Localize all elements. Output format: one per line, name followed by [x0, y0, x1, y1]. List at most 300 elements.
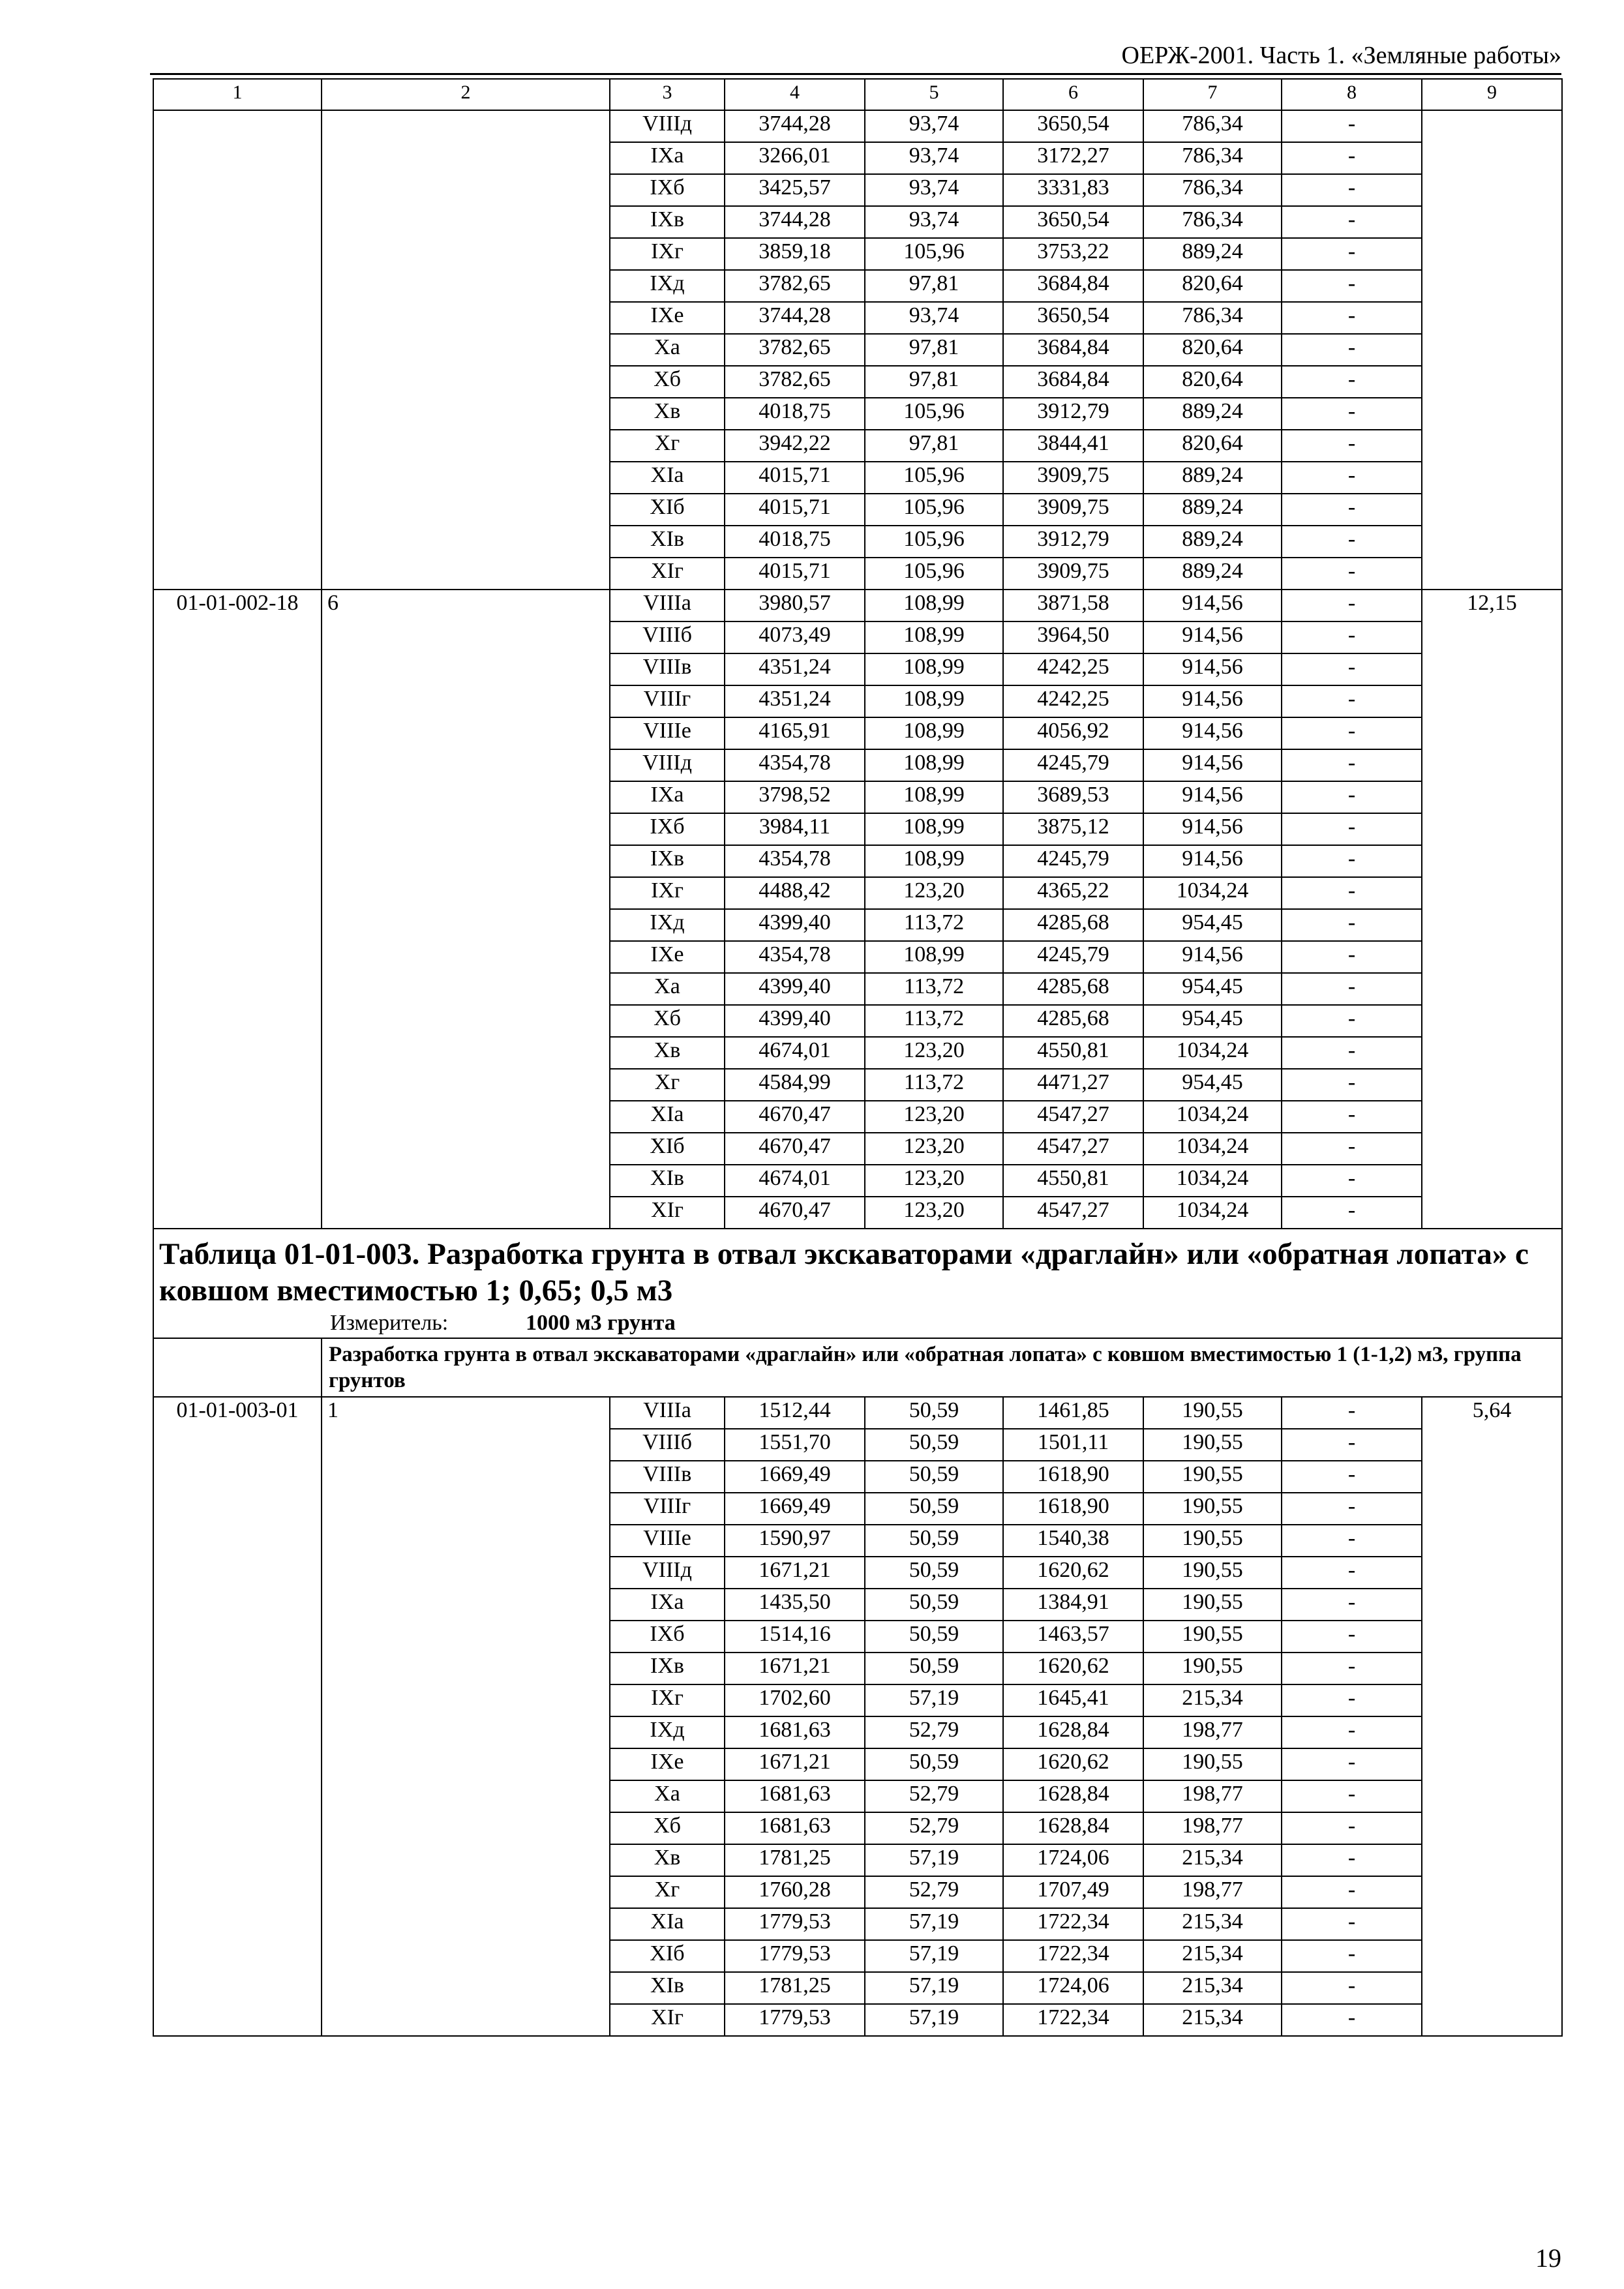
total-cost: 4674,01 [725, 1037, 865, 1069]
material-cost: - [1282, 1876, 1422, 1908]
labor-cost: 50,59 [865, 1621, 1003, 1653]
machinist-wage: 190,55 [1143, 1653, 1282, 1684]
machinist-wage: 215,34 [1143, 2004, 1282, 2036]
total-cost: 3266,01 [725, 142, 865, 174]
subheading-row [153, 1338, 1562, 1397]
labor-cost: 50,59 [865, 1557, 1003, 1589]
machinist-wage: 190,55 [1143, 1557, 1282, 1589]
material-cost: - [1282, 1493, 1422, 1525]
machine-cost: 4285,68 [1003, 973, 1143, 1005]
machinist-wage: 215,34 [1143, 1844, 1282, 1876]
total-cost: 4351,24 [725, 653, 865, 685]
machinist-wage: 786,34 [1143, 142, 1282, 174]
machine-cost: 1620,62 [1003, 1748, 1143, 1780]
machinist-wage: 914,56 [1143, 685, 1282, 717]
machine-cost: 4056,92 [1003, 717, 1143, 749]
machine-cost: 4245,79 [1003, 941, 1143, 973]
machinist-wage: 190,55 [1143, 1621, 1282, 1653]
labor-cost: 105,96 [865, 238, 1003, 270]
material-cost: - [1282, 845, 1422, 877]
labor-cost: 123,20 [865, 877, 1003, 909]
machine-cost: 3875,12 [1003, 813, 1143, 845]
material-cost: - [1282, 1429, 1422, 1461]
labor-cost: 108,99 [865, 590, 1003, 621]
material-cost: - [1282, 1908, 1422, 1940]
category: VIIIг [610, 685, 725, 717]
machinist-wage: 786,34 [1143, 206, 1282, 238]
category: IXд [610, 1716, 725, 1748]
machinist-wage: 914,56 [1143, 749, 1282, 781]
category: VIIIa [610, 1397, 725, 1429]
total-cost: 1681,63 [725, 1716, 865, 1748]
labor-cost: 123,20 [865, 1165, 1003, 1197]
total-cost: 1681,63 [725, 1812, 865, 1844]
measure-label: Измеритель: [330, 1311, 449, 1335]
material-cost: - [1282, 909, 1422, 941]
total-cost: 4670,47 [725, 1101, 865, 1133]
total-cost: 1779,53 [725, 1940, 865, 1972]
machinist-wage: 198,77 [1143, 1780, 1282, 1812]
column-number: 5 [865, 79, 1003, 110]
material-cost: - [1282, 366, 1422, 398]
material-cost: - [1282, 110, 1422, 142]
measure-line [330, 1309, 1556, 1338]
table-title: Таблица 01-01-003. Разработка грунта в отвал экскаваторами «драглайн» или «обратная лопата» с ковшом вместимостью 1; 0,65; 0,5 м3 [159, 1237, 1529, 1308]
category: VIIIд [610, 110, 725, 142]
machinist-wage: 889,24 [1143, 462, 1282, 494]
labor-cost: 105,96 [865, 558, 1003, 590]
category: IXa [610, 781, 725, 813]
soil-group: 1 [322, 1397, 610, 2036]
column-number: 6 [1003, 79, 1143, 110]
total-cost: 1671,21 [725, 1653, 865, 1684]
labor-cost: 57,19 [865, 1972, 1003, 2004]
labor-cost: 97,81 [865, 334, 1003, 366]
machinist-wage: 1034,24 [1143, 1133, 1282, 1165]
total-cost: 3984,11 [725, 813, 865, 845]
machine-cost: 4245,79 [1003, 845, 1143, 877]
material-cost: - [1282, 1812, 1422, 1844]
labor-cost: 52,79 [865, 1780, 1003, 1812]
category: IXa [610, 1589, 725, 1621]
machine-cost: 4547,27 [1003, 1101, 1143, 1133]
labor-cost: 123,20 [865, 1037, 1003, 1069]
labor-cost: 97,81 [865, 366, 1003, 398]
category: VIIIв [610, 653, 725, 685]
category: IXв [610, 206, 725, 238]
labor-cost: 123,20 [865, 1197, 1003, 1229]
material-cost: - [1282, 1133, 1422, 1165]
labor-cost: 93,74 [865, 174, 1003, 206]
category: Xг [610, 1069, 725, 1101]
category: IXд [610, 270, 725, 302]
category: IXг [610, 877, 725, 909]
total-cost: 1671,21 [725, 1557, 865, 1589]
material-cost: - [1282, 1037, 1422, 1069]
total-cost: 4015,71 [725, 558, 865, 590]
total-cost: 4354,78 [725, 845, 865, 877]
machinist-wage: 786,34 [1143, 174, 1282, 206]
total-cost: 1779,53 [725, 2004, 865, 2036]
machine-cost: 3650,54 [1003, 110, 1143, 142]
labor-cost: 52,79 [865, 1876, 1003, 1908]
column-number-row [153, 79, 1562, 110]
category: XIб [610, 1940, 725, 1972]
category: XIa [610, 462, 725, 494]
column-number: 4 [725, 79, 865, 110]
total-cost: 4018,75 [725, 526, 865, 558]
category: IXб [610, 174, 725, 206]
labor-cost: 57,19 [865, 1908, 1003, 1940]
machine-cost: 1724,06 [1003, 1844, 1143, 1876]
total-cost: 4488,42 [725, 877, 865, 909]
machine-cost: 1620,62 [1003, 1557, 1143, 1589]
category: IXв [610, 1653, 725, 1684]
machine-cost: 3684,84 [1003, 334, 1143, 366]
machinist-wage: 889,24 [1143, 526, 1282, 558]
category: IXг [610, 238, 725, 270]
labor-cost: 97,81 [865, 270, 1003, 302]
material-cost: - [1282, 781, 1422, 813]
category: Xв [610, 1844, 725, 1876]
page-number: 19 [1535, 2243, 1561, 2273]
soil-group: 6 [322, 590, 610, 1229]
total-cost: 4399,40 [725, 973, 865, 1005]
labor-cost: 93,74 [865, 206, 1003, 238]
machinist-wage: 190,55 [1143, 1461, 1282, 1493]
total-cost: 3744,28 [725, 206, 865, 238]
total-cost: 3782,65 [725, 270, 865, 302]
material-cost: - [1282, 1716, 1422, 1748]
category: XIг [610, 558, 725, 590]
total-cost: 1781,25 [725, 1972, 865, 2004]
total-cost: 4670,47 [725, 1197, 865, 1229]
labor-cost: 97,81 [865, 430, 1003, 462]
machine-cost: 4365,22 [1003, 877, 1143, 909]
total-cost: 1681,63 [725, 1780, 865, 1812]
machine-cost: 3753,22 [1003, 238, 1143, 270]
material-cost: - [1282, 973, 1422, 1005]
material-cost: - [1282, 941, 1422, 973]
rate-code: 01-01-003-01 [153, 1397, 322, 2036]
material-cost: - [1282, 1589, 1422, 1621]
labor-cost: 105,96 [865, 494, 1003, 526]
labor-cost: 108,99 [865, 653, 1003, 685]
machine-cost: 1628,84 [1003, 1812, 1143, 1844]
material-cost: - [1282, 813, 1422, 845]
labor-cost: 57,19 [865, 1844, 1003, 1876]
category: Xв [610, 1037, 725, 1069]
machinist-wage: 889,24 [1143, 398, 1282, 430]
labor-cost: 105,96 [865, 398, 1003, 430]
total-cost: 1669,49 [725, 1461, 865, 1493]
total-cost: 3798,52 [725, 781, 865, 813]
labor-cost: 113,72 [865, 1005, 1003, 1037]
total-cost: 1435,50 [725, 1589, 865, 1621]
machine-cost: 4550,81 [1003, 1165, 1143, 1197]
labor-cost: 50,59 [865, 1748, 1003, 1780]
category: IXб [610, 1621, 725, 1653]
soil-group-empty [322, 110, 610, 590]
category: Xв [610, 398, 725, 430]
total-cost: 4670,47 [725, 1133, 865, 1165]
machinist-wage: 190,55 [1143, 1397, 1282, 1429]
total-cost: 1551,70 [725, 1429, 865, 1461]
material-cost: - [1282, 526, 1422, 558]
category: IXe [610, 302, 725, 334]
labor-hours: 12,15 [1422, 590, 1562, 1229]
material-cost: - [1282, 1165, 1422, 1197]
material-cost: - [1282, 1748, 1422, 1780]
machine-cost: 1461,85 [1003, 1397, 1143, 1429]
material-cost: - [1282, 1461, 1422, 1493]
material-cost: - [1282, 1005, 1422, 1037]
machine-cost: 4285,68 [1003, 1005, 1143, 1037]
column-number: 2 [322, 79, 610, 110]
material-cost: - [1282, 238, 1422, 270]
machinist-wage: 1034,24 [1143, 1165, 1282, 1197]
total-cost: 3425,57 [725, 174, 865, 206]
total-cost: 3859,18 [725, 238, 865, 270]
total-cost: 3782,65 [725, 366, 865, 398]
labor-hours: 5,64 [1422, 1397, 1562, 2036]
total-cost: 1514,16 [725, 1621, 865, 1653]
machinist-wage: 190,55 [1143, 1493, 1282, 1525]
machine-cost: 1645,41 [1003, 1684, 1143, 1716]
machinist-wage: 215,34 [1143, 1940, 1282, 1972]
labor-cost: 108,99 [865, 813, 1003, 845]
machine-cost: 3964,50 [1003, 621, 1143, 653]
category: XIв [610, 1165, 725, 1197]
machinist-wage: 914,56 [1143, 621, 1282, 653]
total-cost: 1512,44 [725, 1397, 865, 1429]
machinist-wage: 820,64 [1143, 366, 1282, 398]
machine-cost: 1707,49 [1003, 1876, 1143, 1908]
machine-cost: 3689,53 [1003, 781, 1143, 813]
category: VIIIг [610, 1493, 725, 1525]
machine-cost: 4547,27 [1003, 1197, 1143, 1229]
category: Xб [610, 1005, 725, 1037]
category: IXe [610, 1748, 725, 1780]
category: IXб [610, 813, 725, 845]
total-cost: 1702,60 [725, 1684, 865, 1716]
machinist-wage: 1034,24 [1143, 1101, 1282, 1133]
category: IXд [610, 909, 725, 941]
total-cost: 1760,28 [725, 1876, 865, 1908]
machine-cost: 1628,84 [1003, 1780, 1143, 1812]
category: XIб [610, 494, 725, 526]
total-cost: 4015,71 [725, 462, 865, 494]
category: XIг [610, 2004, 725, 2036]
category: XIa [610, 1101, 725, 1133]
total-cost: 4584,99 [725, 1069, 865, 1101]
category: Xб [610, 366, 725, 398]
material-cost: - [1282, 653, 1422, 685]
labor-cost: 50,59 [865, 1653, 1003, 1684]
labor-cost: 50,59 [865, 1589, 1003, 1621]
category: IXг [610, 1684, 725, 1716]
machine-cost: 3650,54 [1003, 302, 1143, 334]
material-cost: - [1282, 2004, 1422, 2036]
machine-cost: 1722,34 [1003, 1940, 1143, 1972]
category: XIг [610, 1197, 725, 1229]
machinist-wage: 889,24 [1143, 238, 1282, 270]
column-number: 1 [153, 79, 322, 110]
machine-cost: 3909,75 [1003, 494, 1143, 526]
machine-cost: 3909,75 [1003, 558, 1143, 590]
machinist-wage: 820,64 [1143, 334, 1282, 366]
machinist-wage: 820,64 [1143, 270, 1282, 302]
category: IXв [610, 845, 725, 877]
labor-cost: 57,19 [865, 1684, 1003, 1716]
machinist-wage: 954,45 [1143, 973, 1282, 1005]
machinist-wage: 198,77 [1143, 1876, 1282, 1908]
machinist-wage: 914,56 [1143, 941, 1282, 973]
labor-hours-empty [1422, 110, 1562, 590]
category: Xa [610, 334, 725, 366]
subheading-spacer [153, 1338, 322, 1397]
labor-cost: 50,59 [865, 1429, 1003, 1461]
column-number: 9 [1422, 79, 1562, 110]
material-cost: - [1282, 302, 1422, 334]
material-cost: - [1282, 749, 1422, 781]
machinist-wage: 1034,24 [1143, 877, 1282, 909]
labor-cost: 113,72 [865, 909, 1003, 941]
total-cost: 4018,75 [725, 398, 865, 430]
machine-cost: 3844,41 [1003, 430, 1143, 462]
machine-cost: 1722,34 [1003, 2004, 1143, 2036]
machinist-wage: 198,77 [1143, 1716, 1282, 1748]
labor-cost: 52,79 [865, 1812, 1003, 1844]
material-cost: - [1282, 1844, 1422, 1876]
machinist-wage: 786,34 [1143, 302, 1282, 334]
labor-cost: 108,99 [865, 621, 1003, 653]
labor-cost: 108,99 [865, 781, 1003, 813]
subheading-text: Разработка грунта в отвал экскаваторами «драглайн» или «обратная лопата» с ковшом вместимостью 1 (1-1,2) м3, группа грунтов [322, 1338, 1562, 1397]
category: VIIIб [610, 621, 725, 653]
labor-cost: 57,19 [865, 1940, 1003, 1972]
machine-cost: 3912,79 [1003, 398, 1143, 430]
category: Xa [610, 1780, 725, 1812]
total-cost: 1779,53 [725, 1908, 865, 1940]
material-cost: - [1282, 430, 1422, 462]
machine-cost: 1463,57 [1003, 1621, 1143, 1653]
material-cost: - [1282, 398, 1422, 430]
category: Xг [610, 1876, 725, 1908]
material-cost: - [1282, 621, 1422, 653]
machinist-wage: 820,64 [1143, 430, 1282, 462]
material-cost: - [1282, 1197, 1422, 1229]
page-header-title: ОЕРЖ-2001. Часть 1. «Земляные работы» [1121, 42, 1561, 69]
rate-code: 01-01-002-18 [153, 590, 322, 1229]
machinist-wage: 190,55 [1143, 1589, 1282, 1621]
material-cost: - [1282, 1684, 1422, 1716]
category: XIa [610, 1908, 725, 1940]
machinist-wage: 215,34 [1143, 1972, 1282, 2004]
machinist-wage: 954,45 [1143, 1005, 1282, 1037]
labor-cost: 113,72 [865, 973, 1003, 1005]
total-cost: 1669,49 [725, 1493, 865, 1525]
machinist-wage: 914,56 [1143, 653, 1282, 685]
total-cost: 4399,40 [725, 1005, 865, 1037]
machinist-wage: 190,55 [1143, 1429, 1282, 1461]
machinist-wage: 889,24 [1143, 558, 1282, 590]
labor-cost: 108,99 [865, 845, 1003, 877]
material-cost: - [1282, 1397, 1422, 1429]
section-title-cell [153, 1229, 1562, 1338]
machine-cost: 1620,62 [1003, 1653, 1143, 1684]
labor-cost: 57,19 [865, 2004, 1003, 2036]
table-row [153, 590, 1562, 621]
material-cost: - [1282, 558, 1422, 590]
material-cost: - [1282, 174, 1422, 206]
labor-cost: 105,96 [865, 526, 1003, 558]
machinist-wage: 1034,24 [1143, 1037, 1282, 1069]
material-cost: - [1282, 334, 1422, 366]
category: IXe [610, 941, 725, 973]
machine-cost: 1722,34 [1003, 1908, 1143, 1940]
category: Xб [610, 1812, 725, 1844]
category: Xг [610, 430, 725, 462]
total-cost: 3744,28 [725, 302, 865, 334]
total-cost: 3744,28 [725, 110, 865, 142]
material-cost: - [1282, 685, 1422, 717]
labor-cost: 113,72 [865, 1069, 1003, 1101]
machine-cost: 3331,83 [1003, 174, 1143, 206]
machine-cost: 3912,79 [1003, 526, 1143, 558]
material-cost: - [1282, 1557, 1422, 1589]
material-cost: - [1282, 494, 1422, 526]
machine-cost: 3684,84 [1003, 270, 1143, 302]
machinist-wage: 914,56 [1143, 845, 1282, 877]
machinist-wage: 914,56 [1143, 781, 1282, 813]
material-cost: - [1282, 590, 1422, 621]
material-cost: - [1282, 1780, 1422, 1812]
total-cost: 4399,40 [725, 909, 865, 941]
machine-cost: 3871,58 [1003, 590, 1143, 621]
labor-cost: 123,20 [865, 1133, 1003, 1165]
rates-table [153, 78, 1563, 2037]
category: Xa [610, 973, 725, 1005]
labor-cost: 50,59 [865, 1525, 1003, 1557]
labor-cost: 108,99 [865, 717, 1003, 749]
column-number: 7 [1143, 79, 1282, 110]
labor-cost: 52,79 [865, 1716, 1003, 1748]
labor-cost: 105,96 [865, 462, 1003, 494]
machine-cost: 1618,90 [1003, 1461, 1143, 1493]
labor-cost: 50,59 [865, 1397, 1003, 1429]
machinist-wage: 786,34 [1143, 110, 1282, 142]
machine-cost: 4242,25 [1003, 653, 1143, 685]
section-title-row [153, 1229, 1562, 1338]
category: VIIIб [610, 1429, 725, 1461]
total-cost: 4674,01 [725, 1165, 865, 1197]
total-cost: 1671,21 [725, 1748, 865, 1780]
header-divider [150, 73, 1561, 75]
material-cost: - [1282, 1653, 1422, 1684]
category: VIIIe [610, 717, 725, 749]
total-cost: 1590,97 [725, 1525, 865, 1557]
labor-cost: 93,74 [865, 302, 1003, 334]
total-cost: 4073,49 [725, 621, 865, 653]
material-cost: - [1282, 877, 1422, 909]
machine-cost: 3909,75 [1003, 462, 1143, 494]
machinist-wage: 215,34 [1143, 1908, 1282, 1940]
table-row [153, 1397, 1562, 1429]
category: VIIIв [610, 1461, 725, 1493]
machine-cost: 1618,90 [1003, 1493, 1143, 1525]
labor-cost: 93,74 [865, 110, 1003, 142]
